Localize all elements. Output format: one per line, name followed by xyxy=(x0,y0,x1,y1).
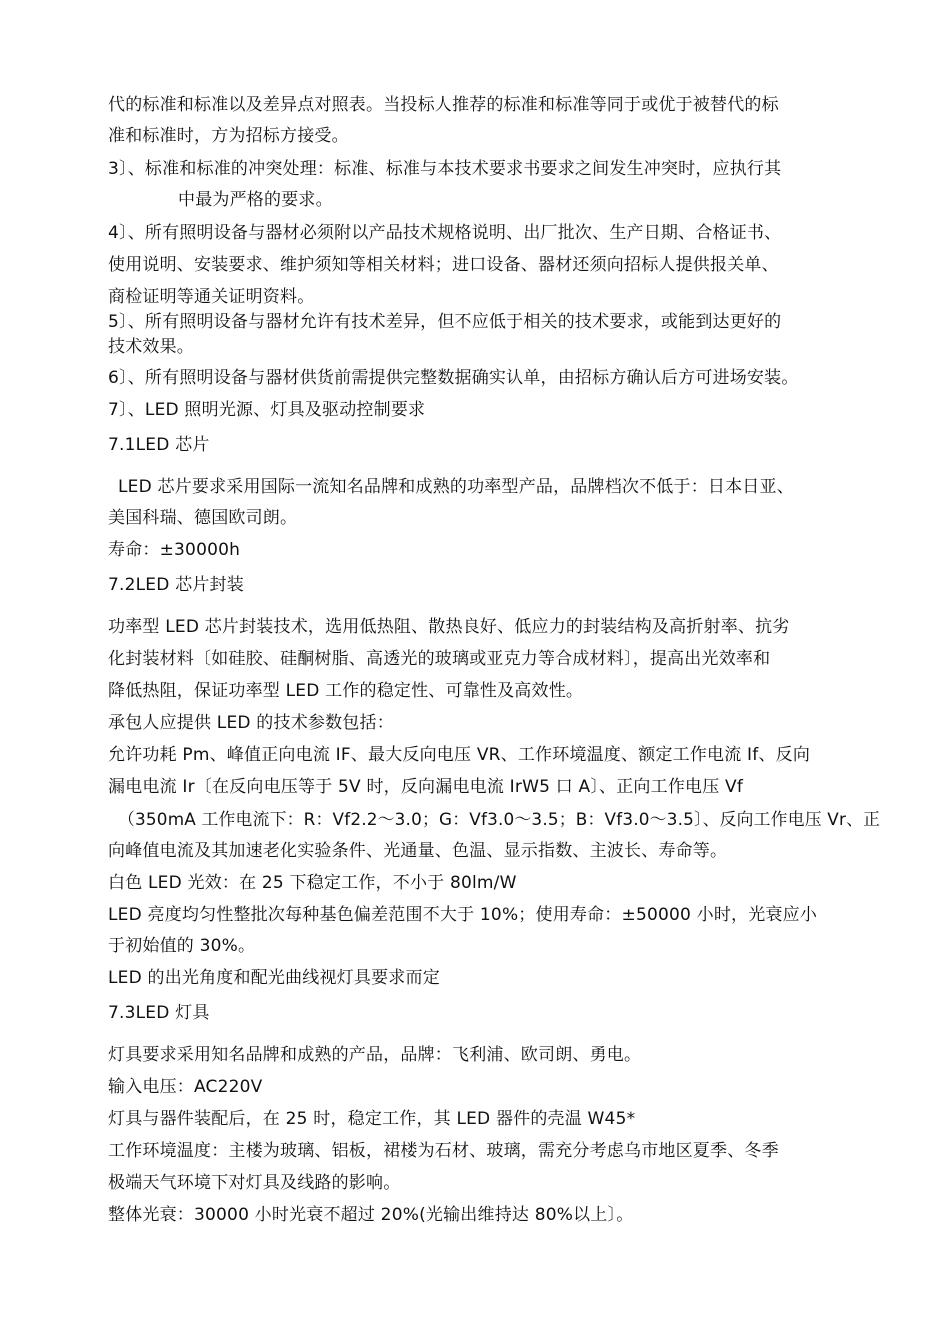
text-line: 技术效果。 xyxy=(108,337,194,357)
text-line: 寿命：±30000h xyxy=(108,540,241,560)
text-line: 极端天气环境下对灯具及线路的影响。 xyxy=(108,1173,401,1193)
text-line: 代的标准和标准以及差异点对照表。当投标人推荐的标准和标准等同于或优于被替代的标 xyxy=(108,95,779,115)
text-line: 5〕、所有照明设备与器材允许有技术差异，但不应低于相关的技术要求，或能到达更好的 xyxy=(108,312,782,332)
text-line: 灯具与器件装配后，在 25 时，稳定工作，其 LED 器件的壳温 W45* xyxy=(108,1109,636,1129)
text-line: 4〕、所有照明设备与器材必须附以产品技术规格说明、出厂批次、生产日期、合格证书、 xyxy=(108,223,782,243)
text-line: 向峰值电流及其加速老化实验条件、光通量、色温、显示指数、主波长、寿命等。 xyxy=(108,841,728,861)
text-line: 化封装材料〔如硅胶、硅酮树脂、高透光的玻璃或亚克力等合成材料〕，提高出光效率和 xyxy=(108,649,771,669)
text-line: 功率型 LED 芯片封装技术，选用低热阻、散热良好、低应力的封装结构及高折射率、抗劣 xyxy=(108,617,790,637)
text-line: （350mA 工作电流下：R：Vf2.2〜3.0；G：Vf3.0〜3.5；B：Vf3.0〜3.5〕、反向工作电压 Vr、正 xyxy=(118,809,881,829)
text-line: 输入电压：AC220V xyxy=(108,1077,263,1097)
text-line: 降低热阻，保证功率型 LED 工作的稳定性、可靠性及高效性。 xyxy=(108,681,584,701)
text-line: 准和标准时，方为招标方接受。 xyxy=(108,126,349,146)
text-line: 允许功耗 Pm、峰值正向电流 IF、最大反向电压 VR、工作环境温度、额定工作电流 If、反向 xyxy=(108,745,811,765)
text-line: LED 的出光角度和配光曲线视灯具要求而定 xyxy=(108,968,440,988)
text-line: 承包人应提供 LED 的技术参数包括： xyxy=(108,713,394,733)
text-line: 3〕、标准和标准的冲突处理：标准、标准与本技术要求书要求之间发生冲突时，应执行其 xyxy=(108,159,782,179)
text-line: 中最为严格的要求。 xyxy=(178,190,333,210)
text-line: 6〕、所有照明设备与器材供货前需提供完整数据确实认单，由招标方确认后方可进场安装。 xyxy=(108,368,799,388)
text-line: 漏电电流 Ir〔在反向电压等于 5V 时，反向漏电电流 IrW5 口 A〕、正向工作电压 Vf xyxy=(108,777,744,797)
text-line: 白色 LED 光效：在 25 下稳定工作，不小于 80lm/W xyxy=(108,873,517,893)
text-line: 工作环境温度：主楼为玻璃、铝板，裙楼为石材、玻璃，需充分考虑乌市地区夏季、冬季 xyxy=(108,1141,779,1161)
text-line: 商检证明等通关证明资料。 xyxy=(108,287,315,307)
text-line: 7〕、LED 照明光源、灯具及驱动控制要求 xyxy=(108,400,426,420)
text-line: 使用说明、安装要求、维护须知等相关材料；进口设备、器材还须向招标人提供报关单、 xyxy=(108,255,779,275)
text-line: 整体光衰：30000 小时光衰不超过 20%(光输出维持达 80%以上〕。 xyxy=(108,1205,634,1225)
text-line: LED 芯片要求采用国际一流知名品牌和成熟的功率型产品，品牌档次不低于：日本日亚、 xyxy=(118,477,794,497)
text-line: 灯具要求采用知名品牌和成熟的产品，品牌：飞利浦、欧司朗、勇电。 xyxy=(108,1045,642,1065)
text-line: 美国科瑞、德国欧司朗。 xyxy=(108,508,298,528)
text-line: LED 亮度均匀性整批次每种基色偏差范围不大于 10%；使用寿命：±50000 小时，光衰应小 xyxy=(108,905,818,925)
section-heading: 7.2LED 芯片封装 xyxy=(108,575,244,595)
section-heading: 7.1LED 芯片 xyxy=(108,435,210,455)
text-line: 于初始值的 30%。 xyxy=(108,936,256,956)
section-heading: 7.3LED 灯具 xyxy=(108,1003,210,1023)
